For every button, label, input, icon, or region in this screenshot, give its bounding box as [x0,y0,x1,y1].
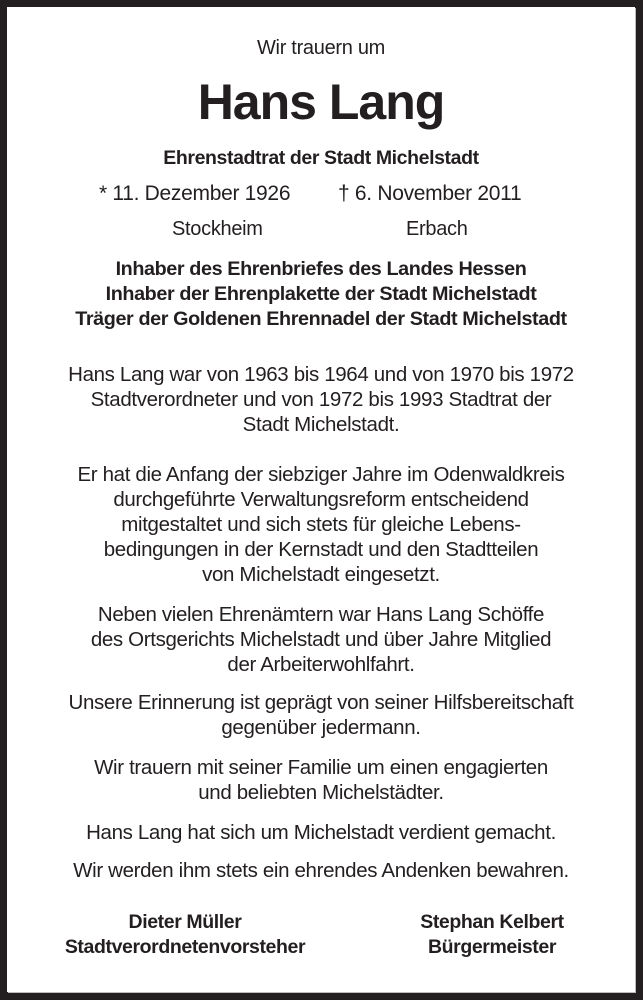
honor-item: Träger der Goldenen Ehrennadel der Stadt Michelstadt [75,308,567,330]
honor-item: Inhaber des Ehrenbriefes des Landes Hessen [115,258,527,280]
text-line: Hans Lang hat sich um Michelstadt verdient gemacht. [86,821,556,844]
paragraph-mourning [7,755,635,805]
birth-date: * 11. Dezember 1926 [99,182,291,205]
text-line: bedingungen in der Kernstadt und den Stadtteilen [103,538,539,561]
death-date: † 6. November 2011 [338,182,522,205]
signatory-role: Bürgermeister [427,936,557,958]
birth-place: Stockheim [172,218,263,240]
honors-list [7,257,635,332]
text-line: Er hat die Anfang der siebziger Jahre im Odenwaldkreis [77,463,565,486]
text-line: Neben vielen Ehrenämtern war Hans Lang Schöffe [97,603,545,626]
text-line: gegenüber jedermann. [221,716,421,739]
signatory-role: Stadtverordnetenvorsteher [64,936,306,958]
paragraph-merit [7,820,635,845]
text-line: der Arbeiterwohlfahrt. [227,653,415,676]
signature-chairman [35,910,335,960]
intro-text: Wir trauern um [256,37,386,59]
signatory-name: Dieter Müller [128,911,242,933]
paragraph-remembrance [7,858,635,883]
signatory-name: Stephan Kelbert [420,911,564,933]
text-line: durchgeführte Verwaltungsreform entscheidend [113,488,529,511]
death-place: Erbach [406,218,468,240]
text-line: Wir trauern mit seiner Familie um einen engagierten [94,756,548,779]
text-line: und beliebten Michelstädter. [198,781,444,804]
signature-mayor [377,910,607,960]
paragraph-offices [7,602,635,677]
paragraph-reform [7,462,635,587]
text-line: Unsere Erinnerung ist geprägt von seiner Hilfsbereitschaft [68,691,574,714]
obituary-notice [7,7,635,992]
text-line: mitgestaltet und sich stets für gleiche Lebens- [121,513,521,536]
text-line: Hans Lang war von 1963 bis 1964 und von 1970 bis 1972 [68,363,574,386]
text-line: Wir werden ihm stets ein ehrendes Andenken bewahren. [73,859,569,882]
text-line: Stadt Michelstadt. [242,413,400,436]
paragraph-memory [7,690,635,740]
text-line: von Michelstadt eingesetzt. [202,563,440,586]
text-line: des Ortsgerichts Michelstadt und über Jahre Mitglied [90,628,552,651]
honorary-title: Ehrenstadtrat der Stadt Michelstadt [163,147,479,169]
honor-item: Inhaber der Ehrenplakette der Stadt Michelstadt [105,283,537,305]
paragraph-career [7,362,635,437]
deceased-name: Hans Lang [197,74,445,130]
text-line: Stadtverordneter und von 1972 bis 1993 Stadtrat der [90,388,552,411]
